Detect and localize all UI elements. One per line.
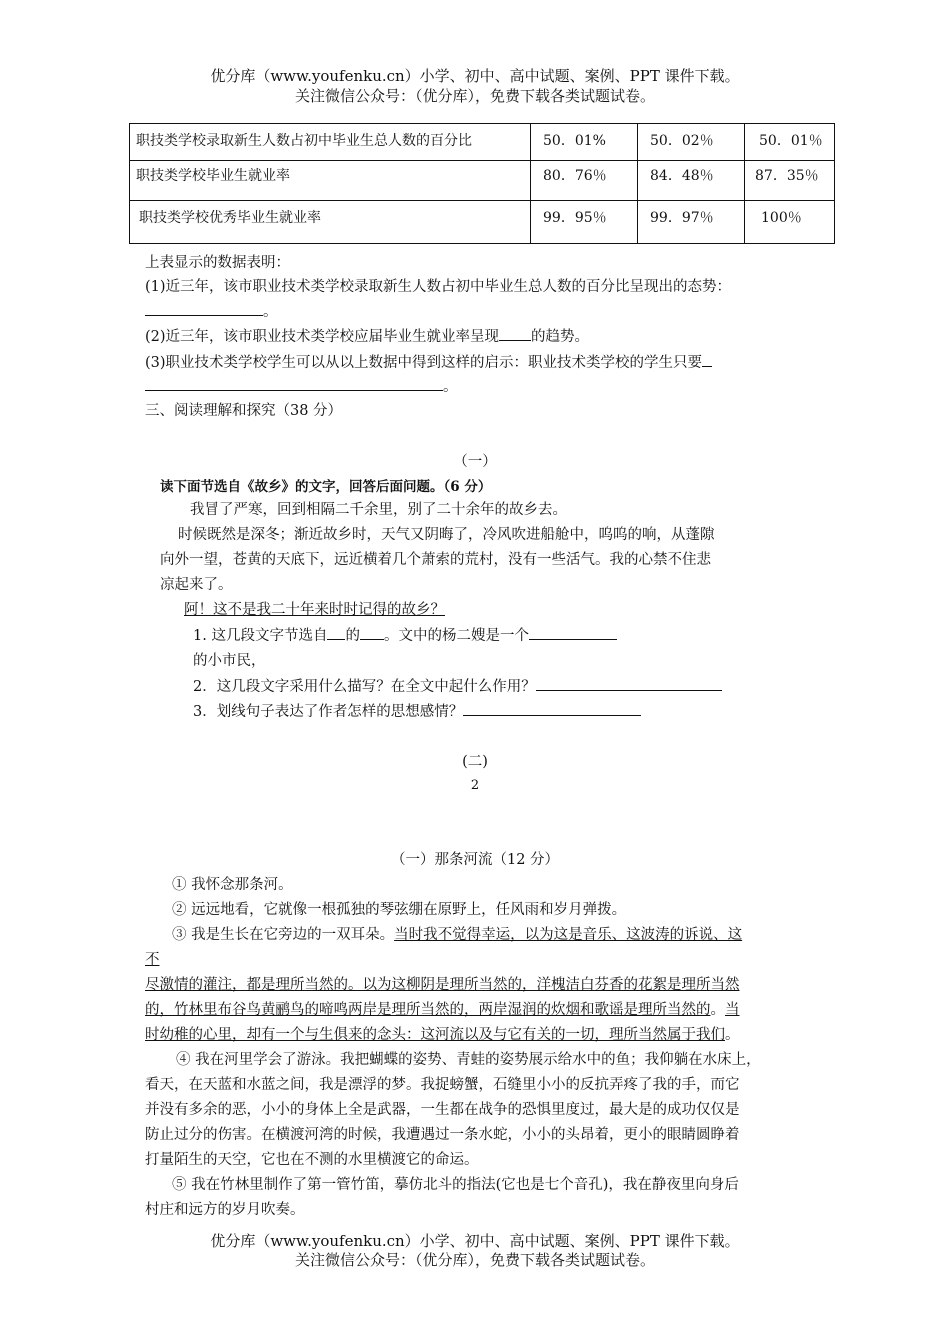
cell-value: 50．01% xyxy=(531,124,638,161)
river-paragraph-4-line-2: 看天，在天蓝和水蓝之间，我是漂浮的梦。我捉螃蟹，石缝里小小的反抗弄疼了我的手，而它 xyxy=(145,1077,740,1093)
passage-paragraph-2-line-3: 凉起来了。 xyxy=(160,577,233,593)
cell-value: 50．01％ xyxy=(745,124,835,161)
reading-question-3-text: 3．划线句子表达了作者怎样的思想感情？ xyxy=(193,704,464,720)
question-3-answer xyxy=(145,376,458,397)
cell-value: 99．97％ xyxy=(638,201,745,244)
cell-value: 99．95％ xyxy=(531,201,638,244)
river-p3-text-f: 。 xyxy=(710,1002,725,1018)
answer-blank[interactable] xyxy=(327,625,345,640)
answer-end-mark: 。 xyxy=(443,379,458,395)
river-paragraph-3-line-2: 不 xyxy=(145,952,160,968)
answer-blank[interactable] xyxy=(529,625,617,640)
answer-blank[interactable] xyxy=(536,676,722,691)
question-2-text-a: (2)近三年，该市职业技术类学校应届毕业生就业率呈现 xyxy=(145,329,500,345)
header-line-1: 优分库（www.youfenku.cn）小学、初中、高中试题、案例、PPT 课件下载。 xyxy=(210,67,740,85)
part-1-title: （一） xyxy=(453,454,497,470)
passage-paragraph-2-line-1: 时候既然是深冬；渐近故乡时，天气又阴晦了，冷风吹进船舱中，呜呜的响，从蓬隙 xyxy=(178,527,715,543)
row-label: 职技类学校录取新生人数占初中毕业生总人数的百分比 xyxy=(130,124,531,161)
river-paragraph-2: ② 远远地看，它就像一根孤独的琴弦绷在原野上，任风雨和岁月弹拨。 xyxy=(172,902,627,918)
reading-question-1-text-a: 1. 这几段文字节选自 xyxy=(193,628,328,644)
page-number: 2 xyxy=(470,778,480,793)
question-2 xyxy=(145,326,589,347)
answer-blank[interactable] xyxy=(360,625,384,640)
question-3-text: (3)职业技术类学校学生可以从以上数据中得到这样的启示：职业技术类学校的学生只要 xyxy=(145,355,703,371)
river-title: （一）那条河流（12 分） xyxy=(390,852,560,868)
row-label: 职技类学校优秀毕业生就业率 xyxy=(130,201,531,244)
river-paragraph-5-line-2: 村庄和远方的岁月吹奏。 xyxy=(145,1202,305,1218)
reading-question-1-text-c: 。文中的杨二嫂是一个 xyxy=(383,628,529,644)
passage-paragraph-2-line-2: 向外一望，苍黄的天底下，远近横着几个萧索的荒村，没有一些活气。我的心禁不住悲 xyxy=(160,552,711,568)
river-p3-text-i: 。 xyxy=(725,1027,740,1043)
part-2-title: (二) xyxy=(462,754,488,770)
questions-intro: 上表显示的数据表明： xyxy=(145,255,290,271)
answer-end-mark: 。 xyxy=(263,304,278,320)
river-p3-underlined-h: 时幼稚的心里，却有一个与生俱来的念头：这河流以及与它有关的一切，理所当然属于我们 xyxy=(145,1027,725,1043)
header-line-2: 关注微信公众号：（优分库），免费下载各类试题试卷。 xyxy=(294,87,655,105)
river-paragraph-4-line-1: ④ 我在河里学会了游泳。我把蝴蝶的姿势、青蛙的姿势展示给水中的鱼；我仰躺在水床上， xyxy=(176,1052,761,1068)
river-paragraph-3-line-5 xyxy=(145,1025,740,1045)
section-3-title: 三、阅读理解和探究（38 分） xyxy=(145,403,343,419)
river-paragraph-4-line-5: 打量陌生的天空，它也在不测的水里横渡它的命运。 xyxy=(145,1152,479,1168)
employment-data-table xyxy=(129,123,835,244)
footer-line-2: 关注微信公众号：（优分库），免费下载各类试题试卷。 xyxy=(294,1251,655,1269)
question-2-text-b: 的趋势。 xyxy=(531,329,590,345)
footer-line-1: 优分库（www.youfenku.cn）小学、初中、高中试题、案例、PPT 课件下载。 xyxy=(210,1232,740,1250)
cell-value: 80．76％ xyxy=(531,161,638,201)
answer-blank[interactable] xyxy=(145,376,443,391)
reading-question-1-text-b: 的 xyxy=(345,628,360,644)
river-paragraph-3-line-1 xyxy=(172,925,742,945)
river-p3-underlined-g: 当 xyxy=(725,1002,740,1018)
reading-question-1-line-2: 的小市民， xyxy=(193,653,266,669)
cell-value: 50．02％ xyxy=(638,124,745,161)
passage-paragraph-1: 我冒了严寒，回到相隔二千余里，别了二十余年的故乡去。 xyxy=(190,502,567,518)
river-p3-text-a: ③ 我是生长在它旁边的一双耳朵。 xyxy=(172,927,395,943)
table-row xyxy=(130,124,835,161)
river-paragraph-5-line-1: ⑤ 我在竹林里制作了第一管竹笛，摹仿北斗的指法(它也是七个音孔)，我在静夜里向身后 xyxy=(172,1177,739,1193)
row-label: 职技类学校毕业生就业率 xyxy=(130,161,531,201)
river-paragraph-1: ① 我怀念那条河。 xyxy=(172,877,293,893)
question-1-answer xyxy=(145,301,278,322)
river-paragraph-4-line-4: 防止过分的伤害。在横渡河湾的时候，我遭遇过一条水蛇，小小的头昂着，更小的眼睛圆睁着 xyxy=(145,1127,740,1143)
answer-blank[interactable] xyxy=(702,352,712,367)
river-paragraph-4-line-3: 并没有多余的恶，小小的身体上全是武器，一生都在战争的恐惧里度过，最大是的成功仅仅是 xyxy=(145,1102,740,1118)
reading-question-1 xyxy=(193,625,617,646)
river-paragraph-3-line-3: 尽激情的灌注，都是理所当然的。以为这柳阴是理所当然的，洋槐洁白芬香的花絮是理所当然 xyxy=(145,977,740,993)
table-row xyxy=(130,201,835,244)
reading-question-2-text: 2．这几段文字采用什么描写？在全文中起什么作用？ xyxy=(193,679,536,695)
river-p3-underlined-e: 的，竹林里布谷鸟黄鹂鸟的啼鸣两岸是理所当然的，两岸湿润的炊烟和歌谣是理所当然的 xyxy=(145,1002,711,1018)
reading-question-2 xyxy=(193,676,722,697)
cell-value: 87．35％ xyxy=(745,161,835,201)
table-row xyxy=(130,161,835,201)
question-1: (1)近三年，该市职业技术类学校录取新生人数占初中毕业生总人数的百分比呈现出的态势： xyxy=(145,279,732,295)
cell-value: 100％ xyxy=(745,201,835,244)
underlined-sentence: 阿！这不是我二十年来时时记得的故乡？ xyxy=(184,602,445,618)
river-paragraph-3-line-4 xyxy=(145,1000,740,1020)
answer-blank[interactable] xyxy=(145,301,263,316)
answer-blank[interactable] xyxy=(463,701,641,716)
answer-blank[interactable] xyxy=(499,326,531,341)
question-3 xyxy=(145,352,712,373)
part-1-instruction: 读下面节选自《故乡》的文字，回答后面问题。（6 分） xyxy=(160,479,492,495)
cell-value: 84．48％ xyxy=(638,161,745,201)
river-p3-underlined-a: 当时我不觉得幸运，以为这是音乐、这波涛的诉说、这 xyxy=(394,927,743,943)
reading-question-3 xyxy=(193,701,641,722)
